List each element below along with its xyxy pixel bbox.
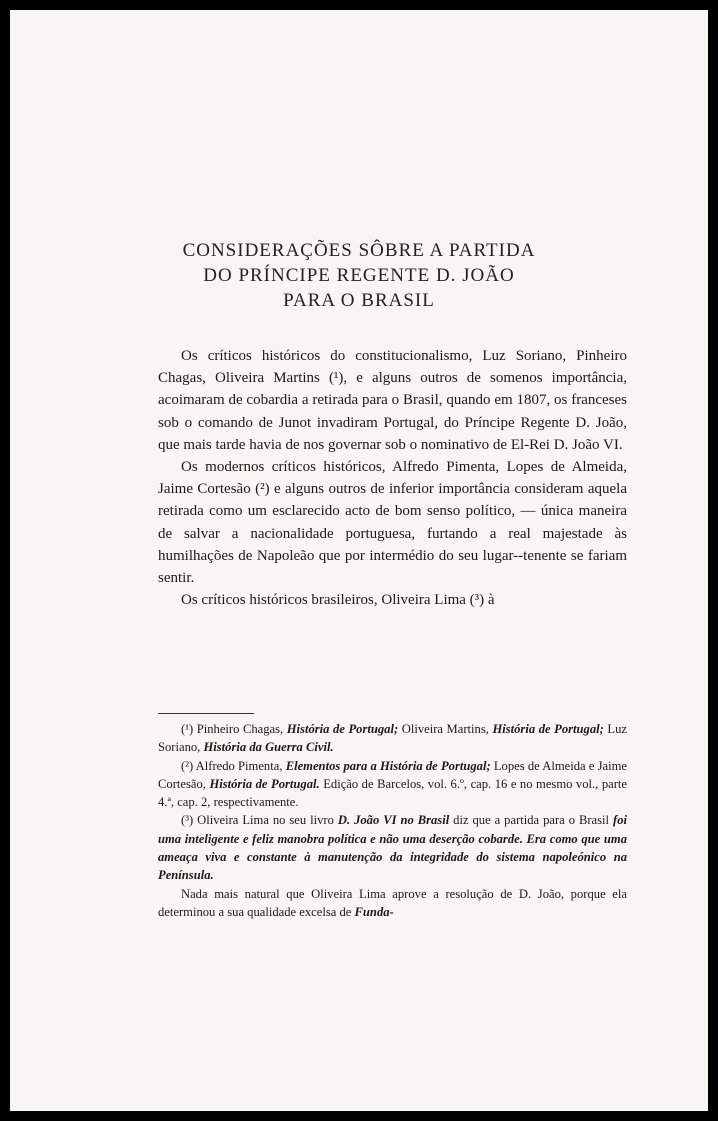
footnote-title: História de Portugal; [286,722,399,736]
paragraph-2: Os modernos críticos históricos, Alfredo Pimenta, Lopes de Almeida, Jaime Cortesão (²) e alguns outros de inferior importância consideram aquela retirada como um esclarecido acto de bom senso político, — única maneira de salvar a nacionalidade portuguesa, furtando a real majestade às humilhações de Napoleão que por intermédio do seu lugar--tenente se fariam sentir. [158,459,627,587]
footnote-title: Funda- [354,904,394,919]
title-line-1: CONSIDERAÇÕES SÔBRE A PARTIDA [182,240,536,261]
footnote-3 [158,811,627,884]
paragraph-3: Os críticos históricos brasileiros, Oliveira Lima (³) à [181,592,495,609]
footnote-title: D. João VI no Brasil [337,813,450,828]
footnote-title: História da Guerra Civil. [203,740,334,755]
footnote-text: Luz Soriano, [158,722,627,755]
footnote-divider [158,713,254,714]
footnote-continuation [158,885,627,922]
body-text [158,345,627,611]
footnote-text: Lopes de Almeida e Jaime Cortesão, [158,758,627,791]
footnote-text: Nada mais natural que Oliveira Lima aprove a resolução de D. João, porque ela determinou a sua qualidade excelsa de [158,886,627,919]
footnote-title: História de Portugal; [492,722,604,736]
title-line-2: DO PRÍNCIPE REGENTE D. JOÃO [203,265,515,286]
footnote-title: Elementos para a História de Portugal; [285,758,491,773]
title-line-3: PARA O BRASIL [283,290,435,311]
footnote-title: História de Portugal. [209,776,320,791]
scanned-page [10,10,708,1111]
footnote-text: (³) Oliveira Lima no seu livro [181,813,338,828]
footnotes [158,720,627,921]
footnote-text: diz que a partida para o Brasil [449,813,613,828]
footnote-text: Oliveira Martins, [398,722,493,736]
footnote-text: (²) Alfredo Pimenta, [181,758,286,773]
paragraph-1: Os críticos históricos do constitucionalismo, Luz Soriano, Pinheiro Chagas, Oliveira Martins (¹), e alguns outros de somenos importância, acoimaram de cobardia a retirada para o Brasil, quando em 1807, os franceses sob o comando de Junot invadiram Portugal, do Príncipe Regente D. João, que mais tarde havia de nos governar sob o nominativo de El-Rei D. João VI. [158,348,627,453]
footnote-quote: foi uma inteligente e feliz manobra política e não uma deserção cobarde. Era como que uma ameaça viva e constante à manutenção da integridade do sistema napoleónico na Península. [158,813,627,883]
footnote-2 [158,757,627,812]
page-title [10,238,708,313]
footnote-1 [158,720,627,757]
footnote-text: Edição de Barcelos, vol. 6.º, cap. 16 e no mesmo vol., parte 4.ª, cap. 2, respectivamente. [158,776,627,810]
footnote-text: (¹) Pinheiro Chagas, [181,722,287,736]
